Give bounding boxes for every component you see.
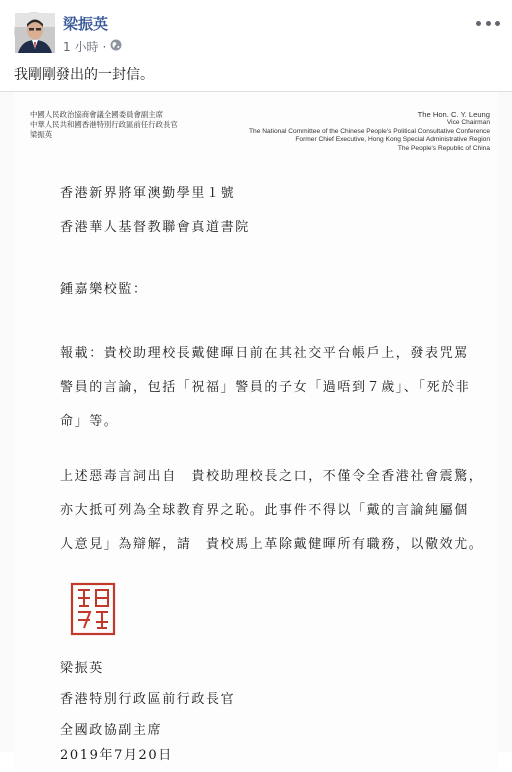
avatar[interactable] (14, 12, 54, 52)
address-line: 香港新界將軍澳勤學里１號 (60, 186, 236, 201)
letterhead-left-line: 梁振英 (30, 130, 53, 139)
letter-image[interactable] (0, 91, 512, 763)
signature-title: 香港特別行政區前行政長官 (60, 692, 236, 707)
paragraph-line: 上述惡毒言詞出自 貴校助理校長之口，不僅令全香港社會震驚， (60, 469, 484, 484)
post-header (0, 0, 512, 58)
more-options-button[interactable] (476, 16, 500, 30)
paragraph-line: 命」等。 (60, 414, 119, 429)
letterhead-right-line: The People's Republic of China (397, 144, 490, 152)
more-dot-icon (486, 21, 491, 26)
post-meta (63, 38, 122, 55)
post-time[interactable]: 1 小時 (63, 40, 99, 54)
letter-page (14, 92, 498, 772)
seal-stamp-icon (70, 582, 116, 636)
more-dot-icon (476, 21, 481, 26)
profile-photo-icon (15, 13, 55, 53)
paragraph-line: 報載：貴校助理校長戴健暉日前在其社交平台帳戶上，發表咒罵 (60, 346, 469, 361)
more-dot-icon (495, 21, 500, 26)
signature-name: 梁振英 (60, 661, 104, 676)
author-name[interactable]: 梁振英 (63, 15, 109, 33)
letterhead-chinese (30, 110, 178, 140)
separator-dot: · (102, 39, 107, 54)
address-line: 香港華人基督教聯會真道書院 (60, 220, 250, 235)
paragraph-line: 人意見」為辯解，請 貴校馬上革除戴健暉所有職務，以儆效尤。 (60, 537, 484, 552)
salutation: 鍾嘉樂校監： (60, 282, 148, 297)
letterhead-left-line: 中國人民政治協商會議全國委員會副主席 (30, 110, 164, 119)
letterhead-left-line: 中華人民共和國香港特別行政區前任行政長官 (30, 120, 178, 129)
letterhead-english (249, 111, 490, 153)
letterhead-right-line: The Hon. C. Y. Leung (417, 110, 490, 119)
letterhead-right-line: Former Chief Executive, Hong Kong Special Administrative Region (295, 136, 490, 144)
paragraph-line: 警員的言論，包括「祝福」警員的子女「過唔到７歲」、「死於非 (60, 380, 471, 395)
letterhead-right-line: The National Committee of the Chinese People's Political Consultative Conference (249, 127, 490, 135)
signature-title: 全國政協副主席 (60, 723, 163, 738)
globe-icon[interactable] (110, 39, 122, 54)
paragraph-line: 亦大抵可列為全球教育界之恥。此事件不得以「戴的言論純屬個 (60, 503, 469, 518)
letterhead-right-line: Vice Chairman (446, 119, 490, 127)
signature-date: 2019年7月20日 (60, 748, 173, 763)
post-text: 我剛剛發出的一封信。 (14, 67, 154, 83)
